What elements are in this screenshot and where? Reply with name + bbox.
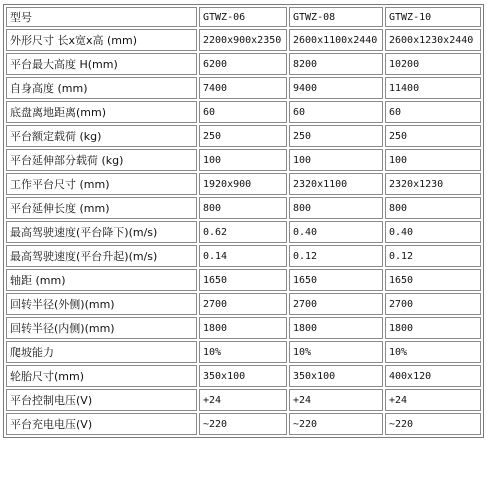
value-cell-gtwz-06: 1800 xyxy=(199,317,287,339)
value-cell-gtwz-06: 6200 xyxy=(199,53,287,75)
table-row xyxy=(6,197,481,219)
value-cell-gtwz-06: 2700 xyxy=(199,293,287,315)
value-cell-gtwz-06: 10% xyxy=(199,341,287,363)
value-cell-gtwz-08: 2600x1100x2440 xyxy=(289,29,383,51)
row-label-cell: 最高驾驶速度(平台降下)(m/s) xyxy=(6,221,197,243)
table-row xyxy=(6,389,481,411)
table-header-row xyxy=(6,7,481,27)
row-label-cell: 平台延伸部分载荷 (kg) xyxy=(6,149,197,171)
value-cell-gtwz-08: 60 xyxy=(289,101,383,123)
row-label-cell: 轴距 (mm) xyxy=(6,269,197,291)
value-cell-gtwz-10: 10% xyxy=(385,341,481,363)
value-cell-gtwz-06: 2200x900x2350 xyxy=(199,29,287,51)
row-label-cell: 回转半径(内侧)(mm) xyxy=(6,317,197,339)
value-cell-gtwz-06: ~220 xyxy=(199,413,287,435)
table-row xyxy=(6,101,481,123)
value-cell-gtwz-06: 1650 xyxy=(199,269,287,291)
row-label-cell: 平台控制电压(V) xyxy=(6,389,197,411)
header-cell-gtwz-06: GTWZ-06 xyxy=(199,7,287,27)
spec-table xyxy=(3,4,484,438)
value-cell-gtwz-08: 1800 xyxy=(289,317,383,339)
spec-table-body xyxy=(6,7,481,435)
value-cell-gtwz-08: 0.12 xyxy=(289,245,383,267)
value-cell-gtwz-10: 2700 xyxy=(385,293,481,315)
header-cell-gtwz-08: GTWZ-08 xyxy=(289,7,383,27)
value-cell-gtwz-08: 800 xyxy=(289,197,383,219)
table-row xyxy=(6,413,481,435)
value-cell-gtwz-08: 1650 xyxy=(289,269,383,291)
table-row xyxy=(6,317,481,339)
value-cell-gtwz-10: 250 xyxy=(385,125,481,147)
value-cell-gtwz-10: ~220 xyxy=(385,413,481,435)
row-label-cell: 平台延伸长度 (mm) xyxy=(6,197,197,219)
value-cell-gtwz-06: 60 xyxy=(199,101,287,123)
value-cell-gtwz-06: 250 xyxy=(199,125,287,147)
value-cell-gtwz-08: 8200 xyxy=(289,53,383,75)
value-cell-gtwz-08: +24 xyxy=(289,389,383,411)
row-label-cell: 底盘离地距离(mm) xyxy=(6,101,197,123)
value-cell-gtwz-08: 100 xyxy=(289,149,383,171)
row-label-cell: 平台最大高度 H(mm) xyxy=(6,53,197,75)
table-row xyxy=(6,245,481,267)
value-cell-gtwz-08: ~220 xyxy=(289,413,383,435)
value-cell-gtwz-10: 10200 xyxy=(385,53,481,75)
value-cell-gtwz-08: 350x100 xyxy=(289,365,383,387)
table-row xyxy=(6,125,481,147)
value-cell-gtwz-10: 2320x1230 xyxy=(385,173,481,195)
table-row xyxy=(6,53,481,75)
row-label-cell: 平台额定载荷 (kg) xyxy=(6,125,197,147)
value-cell-gtwz-10: 400x120 xyxy=(385,365,481,387)
row-label-cell: 外形尺寸 长x宽x高 (mm) xyxy=(6,29,197,51)
table-row xyxy=(6,77,481,99)
table-row xyxy=(6,365,481,387)
table-row xyxy=(6,293,481,315)
row-label-cell: 自身高度 (mm) xyxy=(6,77,197,99)
table-row xyxy=(6,173,481,195)
header-cell-model: 型号 xyxy=(6,7,197,27)
value-cell-gtwz-10: +24 xyxy=(385,389,481,411)
value-cell-gtwz-06: 0.14 xyxy=(199,245,287,267)
row-label-cell: 轮胎尺寸(mm) xyxy=(6,365,197,387)
value-cell-gtwz-08: 250 xyxy=(289,125,383,147)
table-row xyxy=(6,29,481,51)
value-cell-gtwz-06: 7400 xyxy=(199,77,287,99)
value-cell-gtwz-06: 350x100 xyxy=(199,365,287,387)
value-cell-gtwz-10: 100 xyxy=(385,149,481,171)
row-label-cell: 工作平台尺寸 (mm) xyxy=(6,173,197,195)
row-label-cell: 爬坡能力 xyxy=(6,341,197,363)
value-cell-gtwz-06: 0.62 xyxy=(199,221,287,243)
value-cell-gtwz-08: 2700 xyxy=(289,293,383,315)
row-label-cell: 平台充电电压(V) xyxy=(6,413,197,435)
value-cell-gtwz-06: +24 xyxy=(199,389,287,411)
table-row xyxy=(6,341,481,363)
row-label-cell: 回转半径(外侧)(mm) xyxy=(6,293,197,315)
table-row xyxy=(6,269,481,291)
value-cell-gtwz-08: 2320x1100 xyxy=(289,173,383,195)
table-row xyxy=(6,221,481,243)
value-cell-gtwz-08: 9400 xyxy=(289,77,383,99)
value-cell-gtwz-06: 100 xyxy=(199,149,287,171)
value-cell-gtwz-08: 0.40 xyxy=(289,221,383,243)
header-cell-gtwz-10: GTWZ-10 xyxy=(385,7,481,27)
value-cell-gtwz-10: 1800 xyxy=(385,317,481,339)
value-cell-gtwz-10: 11400 xyxy=(385,77,481,99)
value-cell-gtwz-06: 1920x900 xyxy=(199,173,287,195)
value-cell-gtwz-10: 800 xyxy=(385,197,481,219)
value-cell-gtwz-10: 60 xyxy=(385,101,481,123)
value-cell-gtwz-10: 0.40 xyxy=(385,221,481,243)
table-row xyxy=(6,149,481,171)
row-label-cell: 最高驾驶速度(平台升起)(m/s) xyxy=(6,245,197,267)
value-cell-gtwz-10: 1650 xyxy=(385,269,481,291)
value-cell-gtwz-08: 10% xyxy=(289,341,383,363)
value-cell-gtwz-06: 800 xyxy=(199,197,287,219)
value-cell-gtwz-10: 2600x1230x2440 xyxy=(385,29,481,51)
value-cell-gtwz-10: 0.12 xyxy=(385,245,481,267)
